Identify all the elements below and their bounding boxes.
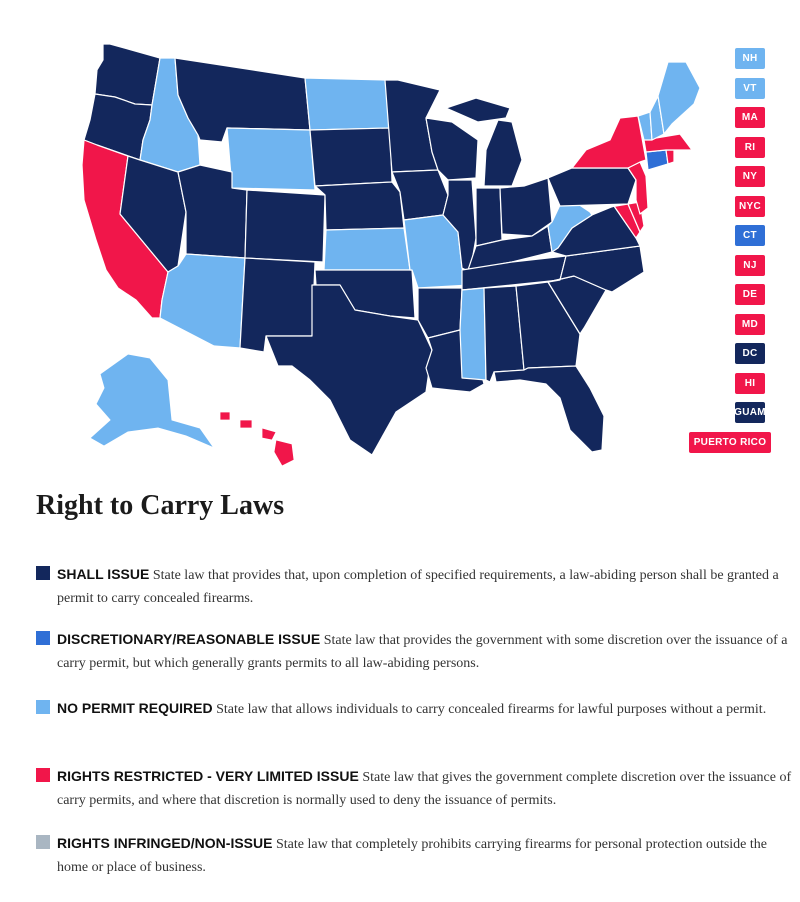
legend-item-shall-issue [36, 563, 796, 610]
badge-nh: NH [735, 48, 765, 69]
legend-label: NO PERMIT REQUIRED [57, 700, 213, 716]
badge-dc: DC [735, 343, 765, 364]
state-wy [227, 128, 315, 190]
badge-vt: VT [735, 78, 765, 99]
legend-swatch [36, 768, 50, 782]
badge-nj: NJ [735, 255, 765, 276]
legend-title: Right to Carry Laws [36, 490, 285, 521]
legend-swatch [36, 631, 50, 645]
badge-md: MD [735, 314, 765, 335]
state-oh [500, 178, 552, 236]
legend-text [57, 832, 796, 879]
legend-text [57, 765, 796, 812]
legend-item-discretionary [36, 628, 796, 675]
state-mi-up [446, 98, 510, 122]
legend-text [57, 628, 796, 675]
state-ks [324, 228, 410, 270]
state-nd [305, 78, 390, 130]
legend-description: State law that provides that, upon completion of specified requirements, a law-abiding person shall be granted a permit to carry concealed firearms. [57, 568, 779, 606]
state-hi-big [274, 440, 294, 466]
legend-label: RIGHTS INFRINGED/NON-ISSUE [57, 835, 273, 851]
alaska [90, 354, 214, 448]
legend-label: DISCRETIONARY/REASONABLE ISSUE [57, 631, 321, 647]
badge-ct: CT [735, 225, 765, 246]
state-ne [315, 182, 404, 230]
legend-description: State law that gives the government complete discretion over the issuance of carry permits, and where that discretion is normally used to deny the issuance of permits. [57, 770, 792, 808]
state-ar [418, 288, 462, 338]
state-ny [572, 116, 646, 168]
legend-text [57, 563, 796, 610]
badge-hi: HI [735, 373, 765, 394]
legend-description: State law that completely prohibits carrying firearms for personal protection outside the home or place of business. [57, 837, 767, 875]
badge-de: DE [735, 284, 765, 305]
hawaii [220, 412, 294, 466]
state-me [658, 62, 700, 134]
state-ak [90, 354, 214, 448]
legend-swatch [36, 700, 50, 714]
state-ms [460, 288, 486, 380]
mainland-states [82, 44, 700, 455]
badge-ri: RI [735, 137, 765, 158]
badge-ny: NY [735, 166, 765, 187]
state-co [245, 190, 325, 262]
state-hi-maui [262, 428, 276, 440]
legend-swatch [36, 566, 50, 580]
legend-text [57, 697, 796, 721]
state-sd [310, 128, 392, 186]
legend-item-no-permit [36, 697, 796, 721]
legend-label: SHALL ISSUE [57, 566, 150, 582]
state-ct [646, 150, 668, 170]
badge-ma: MA [735, 107, 765, 128]
state-pa [548, 168, 636, 206]
state-hi-oahu [240, 420, 252, 428]
legend-description: State law that provides the government with some discretion over the issuance of a carry permit, but which generally grants permits to all law-abiding persons. [57, 633, 788, 671]
legend-item-infringed [36, 832, 796, 879]
state-hi-kauai [220, 412, 230, 420]
badge-puerto-rico: PUERTO RICO [689, 432, 771, 453]
legend-item-restricted [36, 765, 796, 812]
badge-nyc: NYC [735, 196, 765, 217]
legend-description: State law that allows individuals to carry concealed firearms for lawful purposes without a permit. [216, 702, 767, 717]
legend-label: RIGHTS RESTRICTED - VERY LIMITED ISSUE [57, 768, 359, 784]
badge-guam: GUAM [735, 402, 765, 423]
state-mi [484, 120, 522, 186]
state-fl [494, 366, 604, 452]
state-ri [666, 150, 674, 164]
state-in [476, 188, 502, 246]
legend-swatch [36, 835, 50, 849]
